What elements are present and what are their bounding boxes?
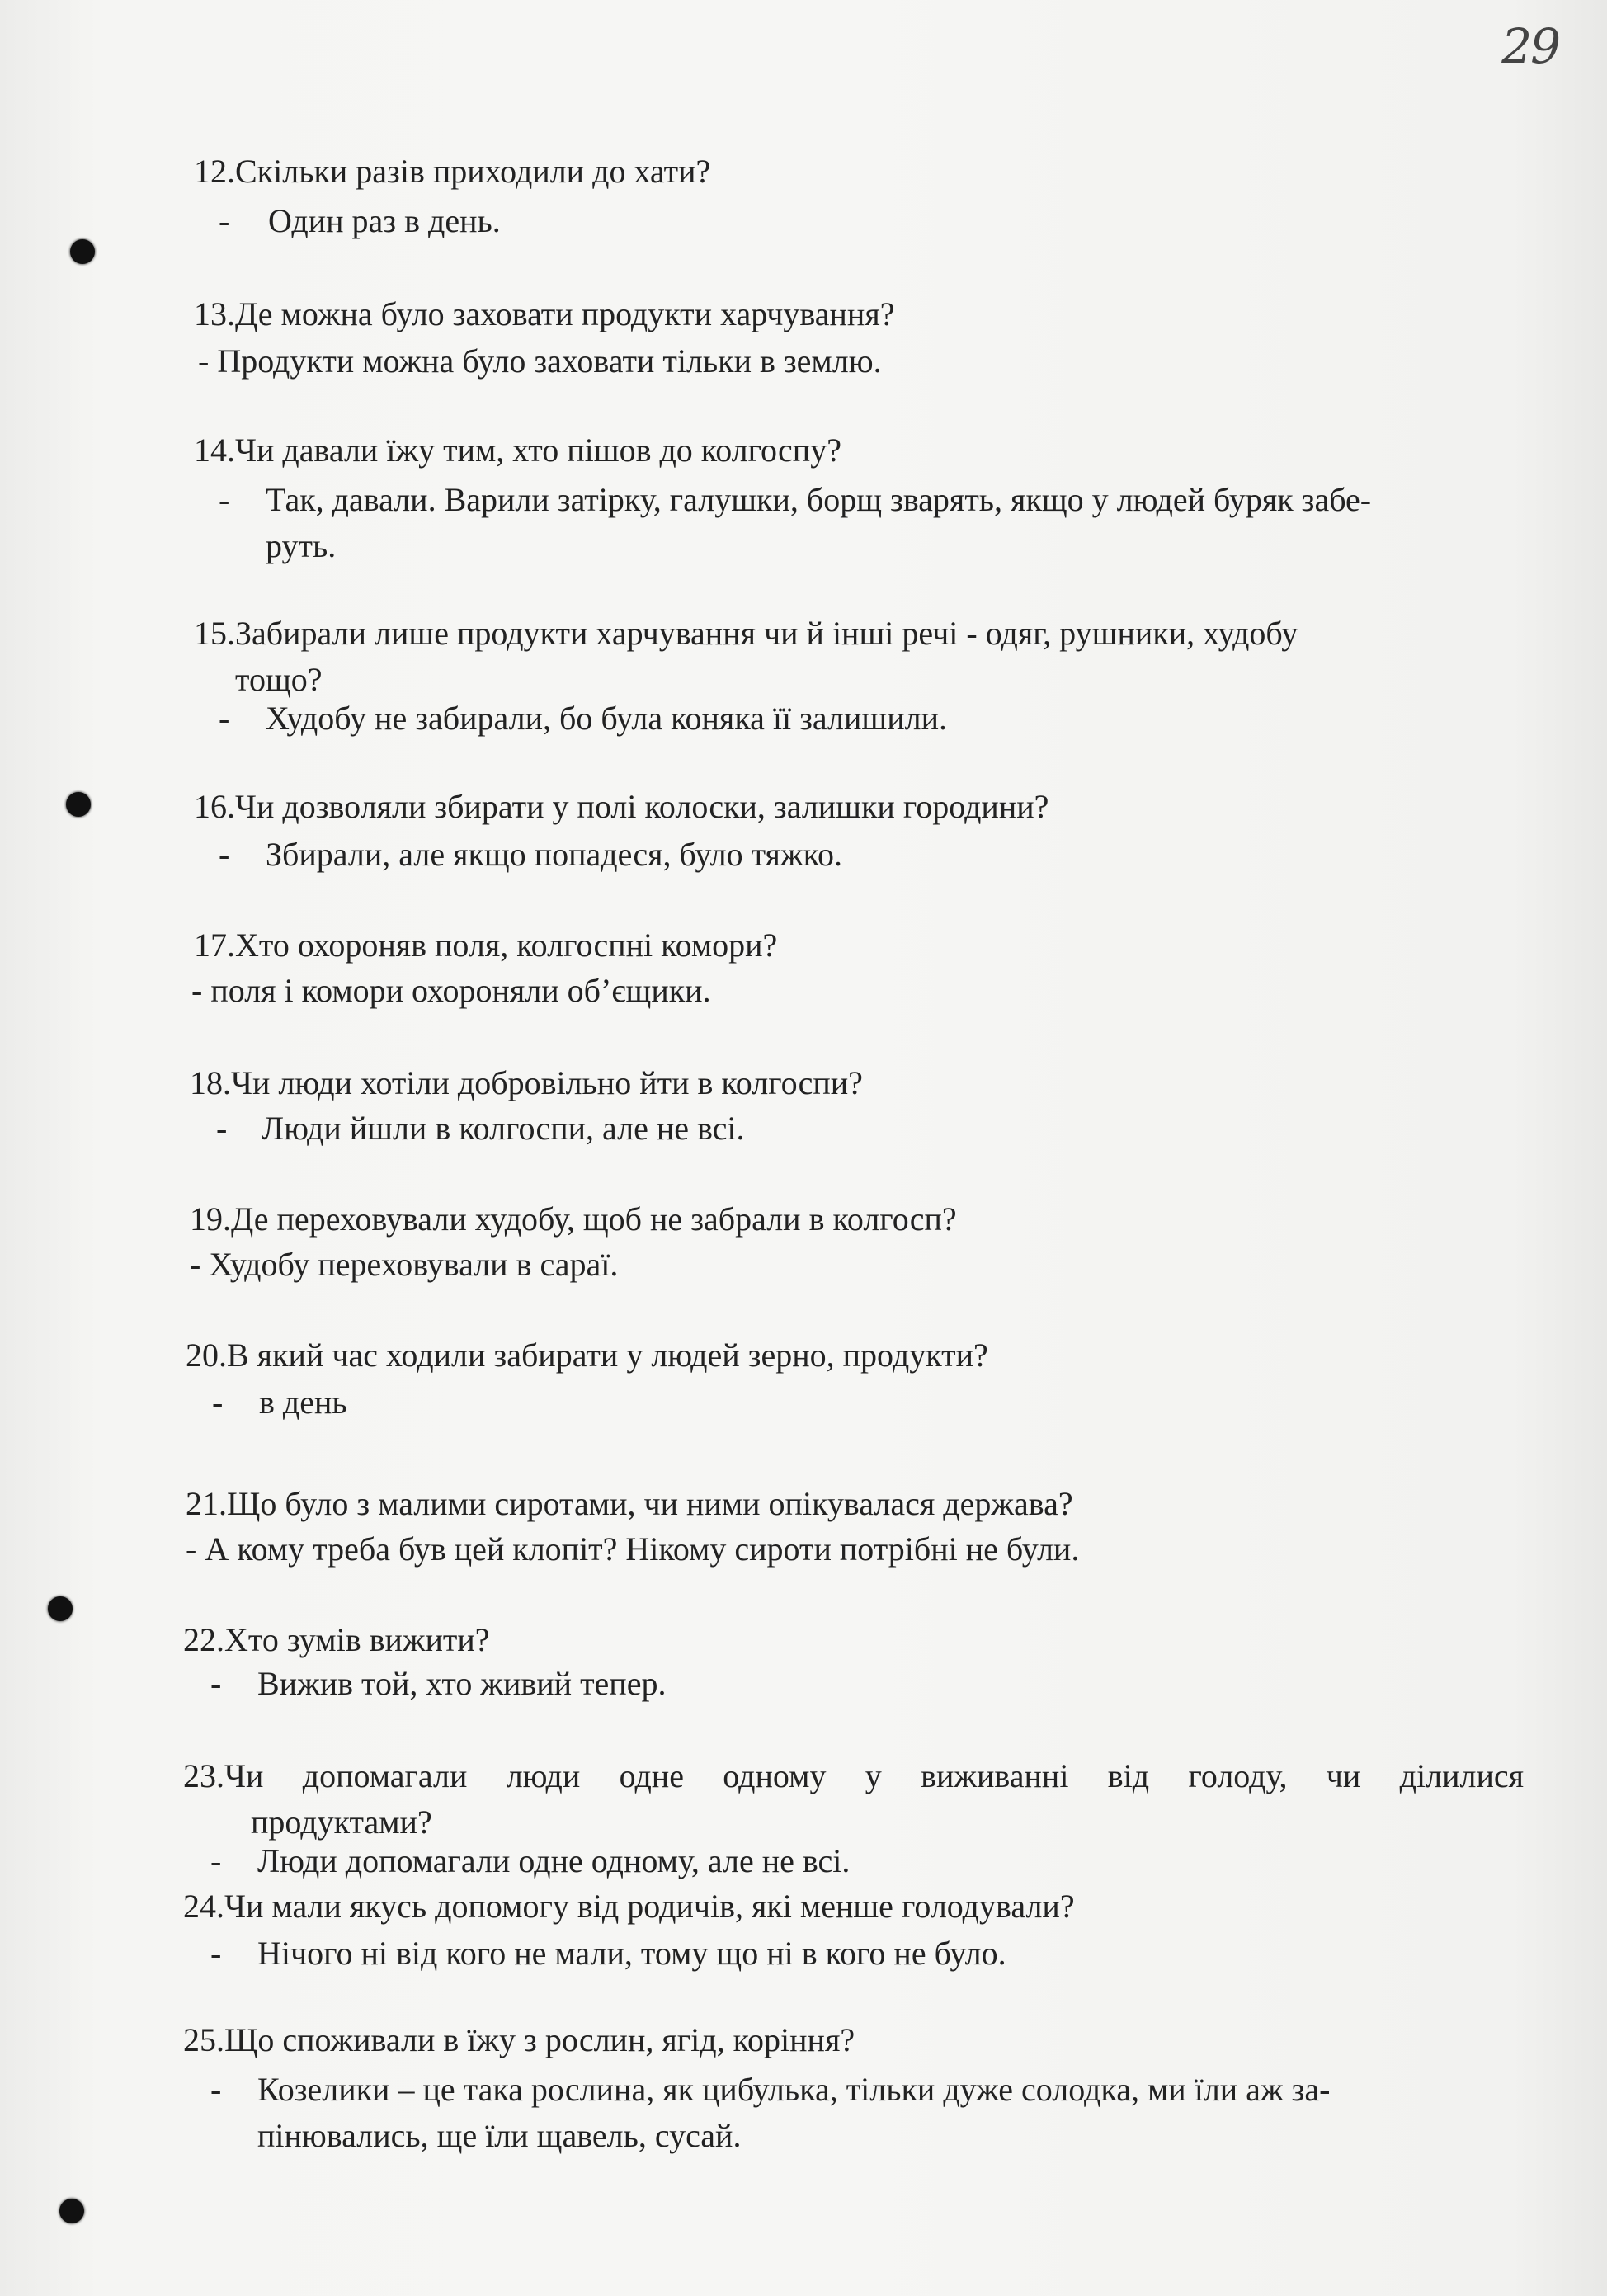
answer-dash: - bbox=[219, 481, 230, 518]
question-24: 24.Чи мали якусь допомогу від родичів, які менше голодували? bbox=[183, 1888, 1075, 1925]
question-text-line1: 15.Забирали лише продукти харчування чи й інші речі - одяг, рушники, худобу bbox=[194, 615, 1298, 652]
question-text-line1: 23.Чи допомагали люди одне одному у виживанні від голоду, чи ділилися bbox=[183, 1757, 1524, 1794]
answer-text: Вижив той, хто живий тепер. bbox=[257, 1665, 667, 1702]
punch-hole bbox=[66, 792, 91, 817]
answer-21 bbox=[186, 1526, 1079, 1572]
question-14: 14.Чи давали їжу тим, хто пішов до колгоспу? bbox=[194, 431, 841, 469]
answer-24 bbox=[210, 1931, 1006, 1977]
question-23 bbox=[183, 1753, 1524, 1846]
answer-text-line2: руть. bbox=[266, 527, 337, 564]
answer-16 bbox=[219, 832, 842, 878]
answer-20 bbox=[212, 1379, 347, 1426]
answer-text: - поля і комори охороняли об’єщики. bbox=[191, 972, 711, 1009]
question-20: 20.В який час ходили забирати у людей зерно, продукти? bbox=[186, 1337, 988, 1374]
question-12: 12.Скільки разів приходили до хати? bbox=[194, 153, 711, 190]
answer-25 bbox=[210, 2067, 1530, 2159]
answer-12 bbox=[219, 198, 501, 244]
question-21: 21.Що було з малими сиротами, чи ними опікувалася держава? bbox=[186, 1485, 1073, 1522]
punch-hole bbox=[59, 2199, 84, 2223]
answer-dash: - bbox=[219, 700, 230, 737]
question-17: 17.Хто охороняв поля, колгоспні комори? bbox=[194, 926, 778, 964]
answer-text-line1: Так, давали. Варили затірку, галушки, борщ зварять, якщо у людей буряк забе- bbox=[266, 481, 1372, 518]
answer-text: Нічого ні від кого не мали, тому що ні в кого не було. bbox=[257, 1935, 1006, 1972]
answer-dash: - bbox=[210, 1842, 222, 1879]
answer-dash: - bbox=[216, 1110, 228, 1147]
answer-22 bbox=[210, 1661, 666, 1707]
answer-dash: - bbox=[210, 2071, 222, 2108]
question-text-line2: продуктами? bbox=[251, 1803, 432, 1841]
answer-text: - Худобу переховували в сараї. bbox=[190, 1246, 619, 1283]
answer-19 bbox=[190, 1242, 618, 1288]
answer-15 bbox=[219, 695, 947, 742]
answer-13 bbox=[198, 338, 882, 384]
punch-hole bbox=[70, 239, 95, 264]
question-16: 16.Чи дозволяли збирати у полі колоски, залишки городини? bbox=[194, 788, 1049, 825]
answer-text: Люди йшли в колгоспи, але не всі. bbox=[262, 1110, 745, 1147]
answer-17 bbox=[191, 968, 711, 1014]
question-13: 13.Де можна було заховати продукти харчування? bbox=[194, 295, 895, 332]
answer-dash: - bbox=[210, 1665, 222, 1702]
answer-text: в день bbox=[259, 1384, 347, 1421]
page-number: 29 bbox=[1501, 18, 1559, 74]
answer-text-line1: Козелики – це така рослина, як цибулька, тільки дуже солодка, ми їли аж за- bbox=[257, 2071, 1331, 2108]
answer-text: Худобу не забирали, бо була коняка її залишили. bbox=[266, 700, 947, 737]
answer-text: Один раз в день. bbox=[268, 202, 501, 239]
answer-text: Збирали, але якщо попадеся, було тяжко. bbox=[266, 836, 842, 873]
question-text-line2: тощо? bbox=[235, 661, 323, 698]
question-22: 22.Хто зумів вижити? bbox=[183, 1621, 490, 1658]
answer-text: Люди допомагали одне одному, але не всі. bbox=[257, 1842, 851, 1879]
question-25: 25.Що споживали в їжу з рослин, ягід, коріння? bbox=[183, 2021, 855, 2058]
answer-14 bbox=[219, 477, 1555, 569]
answer-dash: - bbox=[219, 202, 230, 239]
answer-text: - Продукти можна було заховати тільки в землю. bbox=[198, 342, 882, 380]
answer-dash: - bbox=[219, 836, 230, 873]
question-18: 18.Чи люди хотіли добровільно йти в колгоспи? bbox=[190, 1064, 863, 1101]
answer-text-line2: пінювались, ще їли щавель, сусай. bbox=[257, 2117, 742, 2154]
answer-23 bbox=[210, 1838, 850, 1884]
question-19: 19.Де переховували худобу, щоб не забрали в колгосп? bbox=[190, 1200, 957, 1238]
answer-dash: - bbox=[210, 1935, 222, 1972]
question-15 bbox=[194, 611, 1298, 703]
punch-hole bbox=[48, 1596, 73, 1621]
answer-18 bbox=[216, 1106, 745, 1152]
answer-text: - А кому треба був цей клопіт? Нікому сироти потрібні не були. bbox=[186, 1530, 1080, 1568]
answer-dash: - bbox=[212, 1384, 224, 1421]
